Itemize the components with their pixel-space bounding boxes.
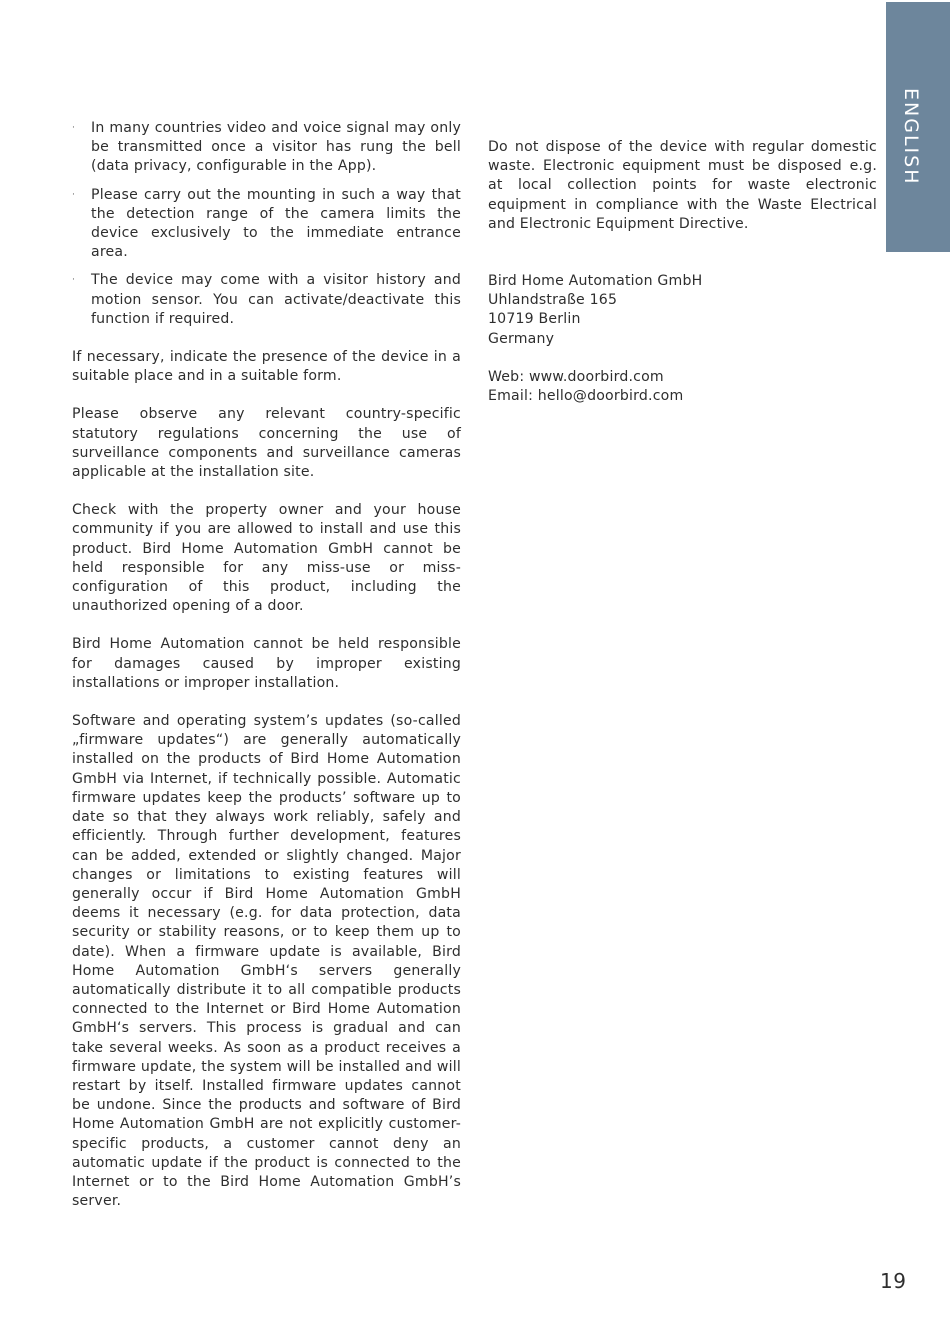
bullet-text: In many countries video and voice signal may only be transmitted once a visitor has rung the bell (data privacy, configurable in the App). <box>91 120 461 175</box>
firmware-updates-paragraph: Software and operating system’s updates (so-called „firmware updates“) are generally automatically installed on the products of Bird Home Automation GmbH via Internet, if technically possible. Automatic firmware updates keep the products’ software up to date so that they always work reliably, safely and efficiently. Through further development, features can be added, extended or slightly changed. Major changes or limitations to existing features will generally occur if Bird Home Automation GmbH deems it necessary (e.g. for data protection, data security or stability reasons, or to keep them up to date). When a firmware update is available, Bird Home Automation GmbH‘s servers generally automatically distribute it to all compatible products connected to the Internet or Bird Home Automation GmbH‘s servers. This process is gradual and can take several weeks. As soon as a product receives a firmware update, the system will be installed and will restart by itself. Installed firmware updates cannot be undone. Since the products and software of Bird Home Automation GmbH are not explicitly customer-specific products, a customer cannot deny an automatic update if the product is connected to the Internet or to the Bird Home Automation GmbH’s server. <box>72 713 461 1210</box>
list-item <box>72 119 461 177</box>
right-column <box>488 138 877 406</box>
presence-notice-paragraph: If necessary, indicate the presence of the device in a suitable place and in a suitable form. <box>72 349 461 385</box>
liability-paragraph: Bird Home Automation cannot be held responsible for damages caused by improper existing installations or improper installation. <box>72 636 461 691</box>
bullet-text: Please carry out the mounting in such a way that the detection range of the camera limits the device exclusively to the immediate entrance area. <box>91 186 461 261</box>
page-number: 19 <box>880 1269 907 1293</box>
contact-info <box>488 368 877 406</box>
bullet-icon: · <box>72 275 76 286</box>
notice-bullet-list <box>72 119 461 329</box>
disposal-paragraph: Do not dispose of the device with regular domestic waste. Electronic equipment must be disposed e.g. at local collection points for waste electronic equipment in compliance with the Waste Electrical and Electronic Equipment Directive. <box>488 139 877 232</box>
language-tab <box>886 2 950 252</box>
street-address: Uhlandstraße 165 <box>488 292 618 309</box>
email-link[interactable]: Email: hello@doorbird.com <box>488 388 684 405</box>
company-name: Bird Home Automation GmbH <box>488 273 703 290</box>
bullet-text: The device may come with a visitor history and motion sensor. You can activate/deactivate this function if required. <box>91 272 461 327</box>
list-item <box>72 271 461 329</box>
language-tab-label: ENGLISH <box>900 88 922 186</box>
left-column <box>72 119 461 1230</box>
regulations-paragraph: Please observe any relevant country-specific statutory regulations concerning the use of surveillance components and surveillance cameras applicable at the installation site. <box>72 406 461 481</box>
property-owner-paragraph: Check with the property owner and your house community if you are allowed to install and use this product. Bird Home Automation GmbH cannot be held responsible for any miss-use or miss-configuration of this product, including the unauthorized opening of a door. <box>72 502 461 615</box>
web-link[interactable]: Web: www.doorbird.com <box>488 368 664 385</box>
country: Germany <box>488 330 555 347</box>
bullet-icon: · <box>72 189 76 200</box>
bullet-icon: · <box>72 123 76 133</box>
company-address <box>488 272 877 349</box>
list-item <box>72 186 461 263</box>
city-address: 10719 Berlin <box>488 311 581 328</box>
